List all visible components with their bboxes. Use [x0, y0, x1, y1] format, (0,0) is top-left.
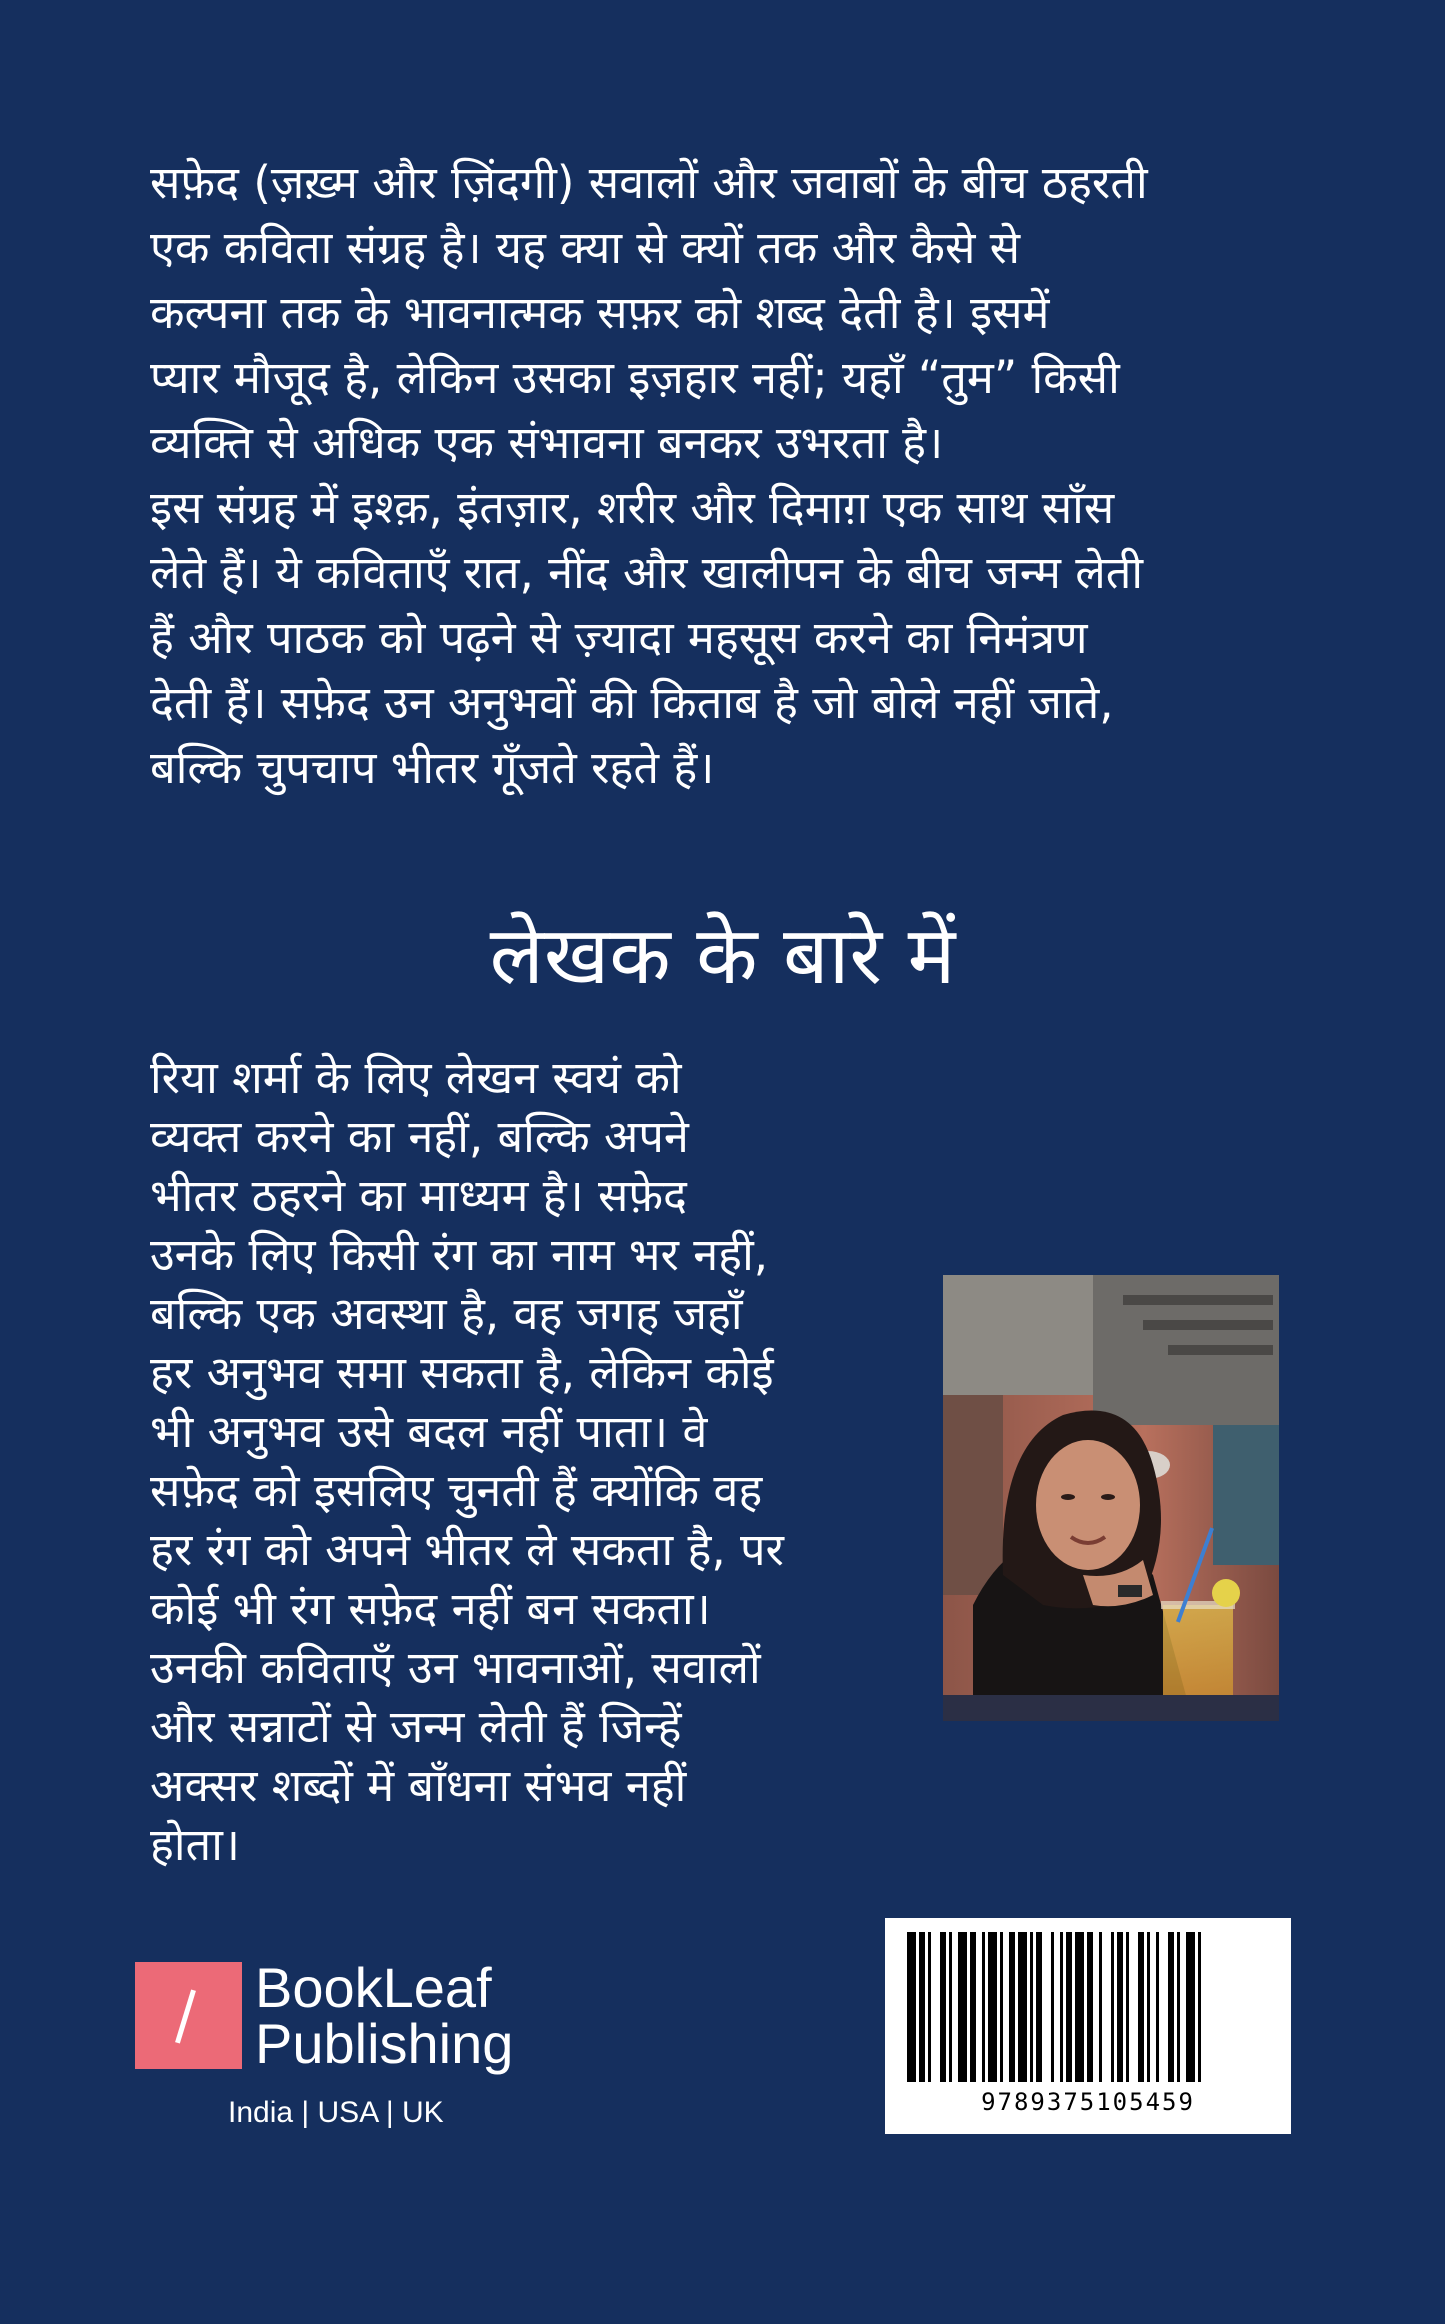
blurb-line: व्यक्ति से अधिक एक संभावना बनकर उभरता है। [150, 416, 944, 469]
blurb-line: प्यार मौजूद है, लेकिन उसका इज़हार नहीं; यहाँ “तुम” किसी [150, 351, 1120, 404]
bio-line: होता। [150, 1818, 240, 1871]
barcode-bar [1126, 1932, 1129, 2082]
blurb-line: बल्कि चुपचाप भीतर गूँजते रहते हैं। [150, 741, 715, 794]
bio-line: सफ़ेद को इसलिए चुनती हैं क्योंकि वह [150, 1464, 763, 1517]
bio-line: भी अनुभव उसे बदल नहीं पाता। वे [150, 1405, 708, 1458]
blurb-line: कल्पना तक के भावनात्मक सफ़र को शब्द देती है। इसमें [150, 286, 1050, 339]
bio-line: हर रंग को अपने भीतर ले सकता है, पर [150, 1523, 784, 1576]
blurb-line: इस संग्रह में इश्क़, इंतज़ार, शरीर और दिमाग़ एक साथ साँस [150, 481, 1115, 534]
bio-line: उनकी कविताएँ उन भावनाओं, सवालों [150, 1641, 761, 1694]
isbn-barcode [885, 1918, 1291, 2134]
barcode-bar [1177, 1932, 1180, 2082]
barcode-bar [982, 1932, 985, 2082]
barcode-bar [907, 1932, 916, 2082]
blurb-line: हैं और पाठक को पढ़ने से ज़्यादा महसूस करने का निमंत्रण [150, 611, 1088, 664]
barcode-bar [919, 1932, 925, 2082]
barcode-bar [1099, 1932, 1102, 2082]
barcode-bar [940, 1932, 946, 2082]
author-photo [943, 1275, 1279, 1721]
barcode-bar [1036, 1932, 1042, 2082]
barcode-bar [949, 1932, 952, 2082]
bio-line: भीतर ठहरने का माध्यम है। सफ़ेद [150, 1169, 687, 1222]
barcode-bar [1060, 1932, 1063, 2082]
blurb-line: एक कविता संग्रह है। यह क्या से क्यों तक और कैसे से [150, 221, 1021, 274]
blurb-line: देती हैं। सफ़ेद उन अनुभवों की किताब है जो बोले नहीं जाते, [150, 676, 1114, 729]
barcode-bar [1111, 1932, 1114, 2082]
barcode-bar [1147, 1932, 1150, 2082]
blurb-line: लेते हैं। ये कविताएँ रात, नींद और खालीपन के बीच जन्म लेती [150, 546, 1144, 599]
publisher-regions: India | USA | UK [228, 2096, 444, 2129]
barcode-bar [970, 1932, 976, 2082]
barcode-bar [1186, 1932, 1195, 2082]
barcode-number: 9789375105459 [981, 2088, 1195, 2116]
publisher-name-line1: BookLeaf [255, 1956, 492, 2019]
barcode-bar [928, 1932, 931, 2082]
barcode-bar [1138, 1932, 1144, 2082]
blurb-line: सफ़ेद (ज़ख़्म और ज़िंदगी) सवालों और जवाबों के बीच ठहरती [150, 156, 1148, 209]
bio-line: अक्सर शब्दों में बाँधना संभव नहीं [150, 1759, 687, 1812]
barcode-bar [1051, 1932, 1054, 2082]
book-blurb [150, 150, 1250, 800]
barcode-bar [1117, 1932, 1123, 2082]
barcode-bar [1075, 1932, 1084, 2082]
bio-line: कोई भी रंग सफ़ेद नहीं बन सकता। [150, 1582, 711, 1635]
bio-line: हर अनुभव समा सकता है, लेकिन कोई [150, 1346, 774, 1399]
author-bio [150, 1048, 870, 1874]
barcode-bar [1156, 1932, 1159, 2082]
bio-line: व्यक्त करने का नहीं, बल्कि अपने [150, 1110, 689, 1163]
barcode-bar [1018, 1932, 1027, 2082]
publisher-name-line2: Publishing [255, 2012, 514, 2075]
about-author-heading: लेखक के बारे में [489, 909, 956, 1002]
barcode-bars [907, 1932, 1269, 2082]
bio-line: रिया शर्मा के लिए लेखन स्वयं को [150, 1051, 682, 1104]
barcode-bar [958, 1932, 967, 2082]
barcode-bar [1009, 1932, 1015, 2082]
publisher-logo [135, 1956, 555, 2132]
bio-line: और सन्नाटों से जन्म लेती हैं जिन्हें [150, 1700, 682, 1753]
bio-line: बल्कि एक अवस्था है, वह जगह जहाँ [150, 1287, 743, 1340]
publisher-mark-icon [135, 1962, 242, 2069]
bio-line: उनके लिए किसी रंग का नाम भर नहीं, [150, 1228, 769, 1281]
barcode-bar [1000, 1932, 1003, 2082]
barcode-bar [1030, 1932, 1033, 2082]
slash-icon [175, 1989, 196, 2043]
barcode-bar [1087, 1932, 1093, 2082]
barcode-bar [988, 1932, 997, 2082]
barcode-bar [1066, 1932, 1072, 2082]
barcode-bar [1168, 1932, 1174, 2082]
barcode-bar [1198, 1932, 1201, 2082]
